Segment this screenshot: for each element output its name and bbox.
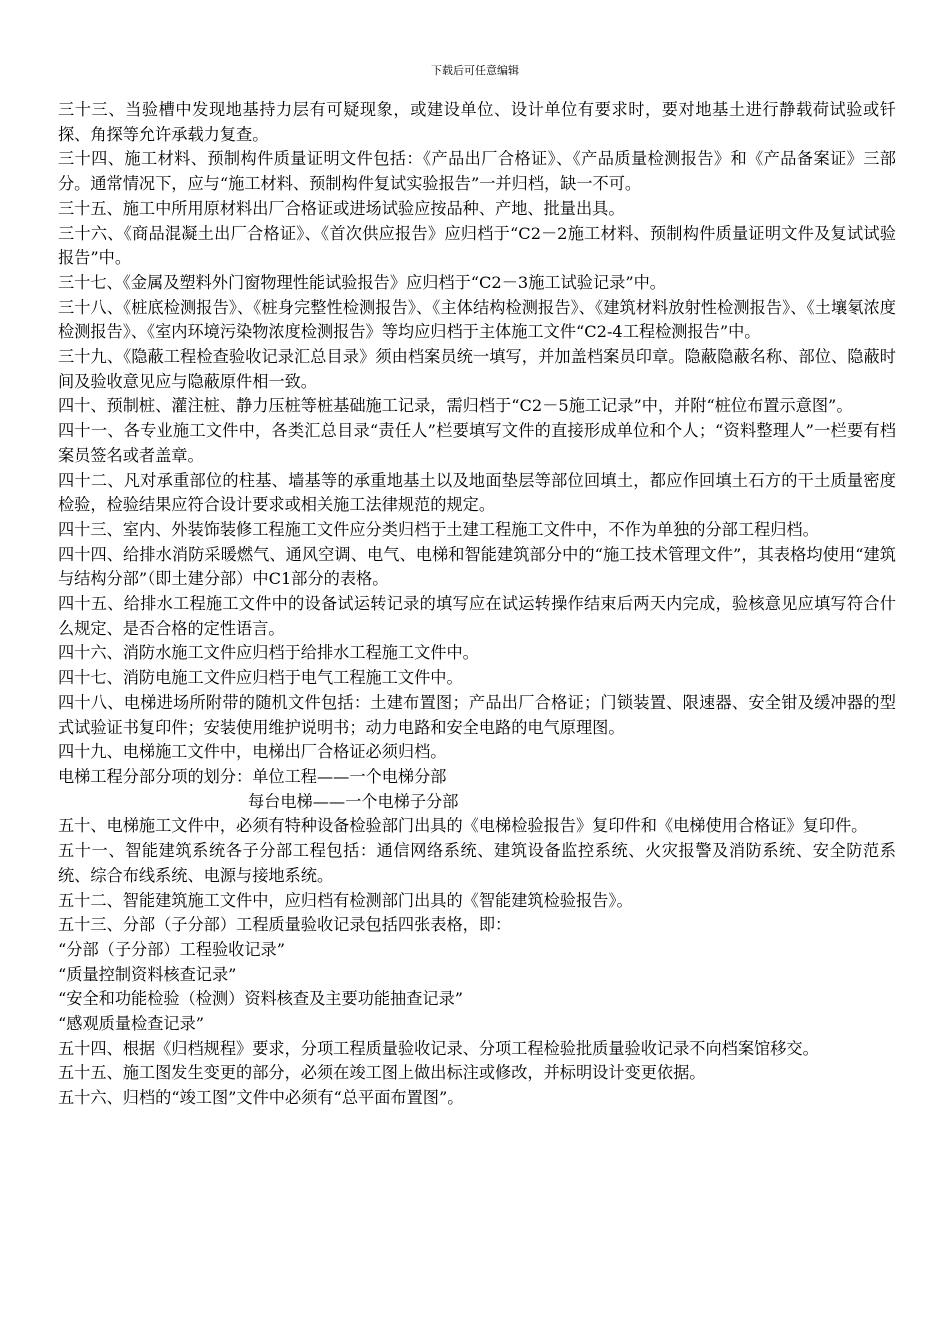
document-body bbox=[58, 98, 896, 1111]
paragraph: 四十六、消防水施工文件应归档于给排水工程施工文件中。 bbox=[58, 643, 479, 663]
paragraph: 四十九、电梯施工文件中，电梯出厂合格证必须归档。 bbox=[58, 742, 447, 762]
paragraph: 四十七、消防电施工文件应归档于电气工程施工文件中。 bbox=[58, 668, 463, 688]
paragraph: 三十六、《商品混凝土出厂合格证》、《首次供应报告》应归档于“C2－2施工材料、预制构件质量证明文件及复试试验报告”中。 bbox=[58, 223, 896, 268]
paragraph: 五十四、根据《归档规程》要求，分项工程质量验收记录、分项工程检验批质量验收记录不向档案馆移交。 bbox=[58, 1038, 819, 1058]
paragraph: 电梯工程分部分项的划分：单位工程——一个电梯分部 bbox=[58, 766, 447, 786]
paragraph: 五十六、归档的“竣工图”文件中必须有“总平面布置图”。 bbox=[58, 1088, 464, 1108]
paragraph: 五十五、施工图发生变更的部分，必须在竣工图上做出标注或修改，并标明设计变更依据。 bbox=[58, 1063, 706, 1083]
paragraph: 五十二、智能建筑施工文件中，应归档有检测部门出具的《智能建筑检验报告》。 bbox=[58, 890, 633, 910]
paragraph: “感观质量检查记录” bbox=[58, 1014, 205, 1034]
paragraph: 四十一、各专业施工文件中，各类汇总目录“责任人”栏要填写文件的直接形成单位和个人；“资料整理人”一栏要有档案员签名或者盖章。 bbox=[58, 421, 896, 465]
paragraph: 三十九、《隐蔽工程检查验收记录汇总目录》须由档案员统一填写，并加盖档案员印章。隐蔽隐蔽名称、部位、隐蔽时间及验收意见应与隐蔽原件相一致。 bbox=[58, 347, 896, 391]
paragraph: “分部（子分部）工程验收记录” bbox=[58, 939, 285, 959]
paragraph: “质量控制资料核查记录” bbox=[58, 964, 237, 984]
paragraph: 三十八、《桩底检测报告》、《桩身完整性检测报告》、《主体结构检测报告》、《建筑材料放射性检测报告》、《土壤氡浓度检测报告》、《室内环境污染物浓度检测报告》等均应归档于主体施工文件“C2-4工程检测报告”中。 bbox=[58, 297, 896, 342]
paragraph: 三十四、施工材料、预制构件质量证明文件包括：《产品出厂合格证》、《产品质量检测报告》和《产品备案证》三部分。通常情况下，应与“施工材料、预制构件复试实验报告”一并归档，缺一不可。 bbox=[58, 149, 896, 194]
paragraph: 三十七、《金属及塑料外门窗物理性能试验报告》应归档于“C2－3施工试验记录”中。 bbox=[58, 272, 666, 292]
paragraph: 四十、预制桩、灌注桩、静力压桩等桩基础施工记录，需归档于“C2－5施工记录”中，并附“桩位布置示意图”。 bbox=[58, 396, 853, 416]
paragraph: “安全和功能检验（检测）资料核查及主要功能抽查记录” bbox=[58, 989, 464, 1009]
paragraph: 四十八、电梯进场所附带的随机文件包括：土建布置图；产品出厂合格证；门锁装置、限速器、安全钳及缓冲器的型式试验证书复印件；安装使用维护说明书；动力电路和安全电路的电气原理图。 bbox=[58, 692, 896, 737]
paragraph: 四十五、给排水工程施工文件中的设备试运转记录的填写应在试运转操作结束后两天内完成，验核意见应填写符合什么规定、是否合格的定性语言。 bbox=[58, 594, 896, 638]
paragraph: 四十二、凡对承重部位的柱基、墙基等的承重地基土以及地面垫层等部位回填土，都应作回填土石方的干土质量密度检验，检验结果应符合设计要求或相关施工法律规范的规定。 bbox=[58, 470, 896, 515]
paragraph: 五十一、智能建筑系统各子分部工程包括：通信网络系统、建筑设备监控系统、火灾报警及消防系统、安全防范系统、综合布线系统、电源与接地系统。 bbox=[58, 841, 896, 885]
paragraph: 三十五、施工中所用原材料出厂合格证或进场试验应按品种、产地、批量出具。 bbox=[58, 198, 625, 218]
page-header: 下载后可任意编辑 bbox=[431, 64, 519, 77]
paragraph-indented: 每台电梯——一个电梯子分部 bbox=[248, 791, 459, 811]
paragraph: 三十三、当验槽中发现地基持力层有可疑现象，或建设单位、设计单位有要求时，要对地基土进行静载荷试验或钎探、角探等允许承载力复查。 bbox=[58, 100, 896, 144]
paragraph: 五十、电梯施工文件中，必须有特种设备检验部门出具的《电梯检验报告》复印件和《电梯使用合格证》复印件。 bbox=[58, 816, 868, 836]
paragraph: 五十三、分部（子分部）工程质量验收记录包括四张表格，即： bbox=[58, 915, 512, 935]
paragraph: 四十三、室内、外装饰装修工程施工文件应分类归档于土建工程施工文件中，不作为单独的分部工程归档。 bbox=[58, 519, 819, 539]
paragraph: 四十四、给排水消防采暖燃气、通风空调、电气、电梯和智能建筑部分中的“施工技术管理文件”，其表格均使用“建筑与结构分部”（即土建分部）中C1部分的表格。 bbox=[58, 544, 896, 589]
